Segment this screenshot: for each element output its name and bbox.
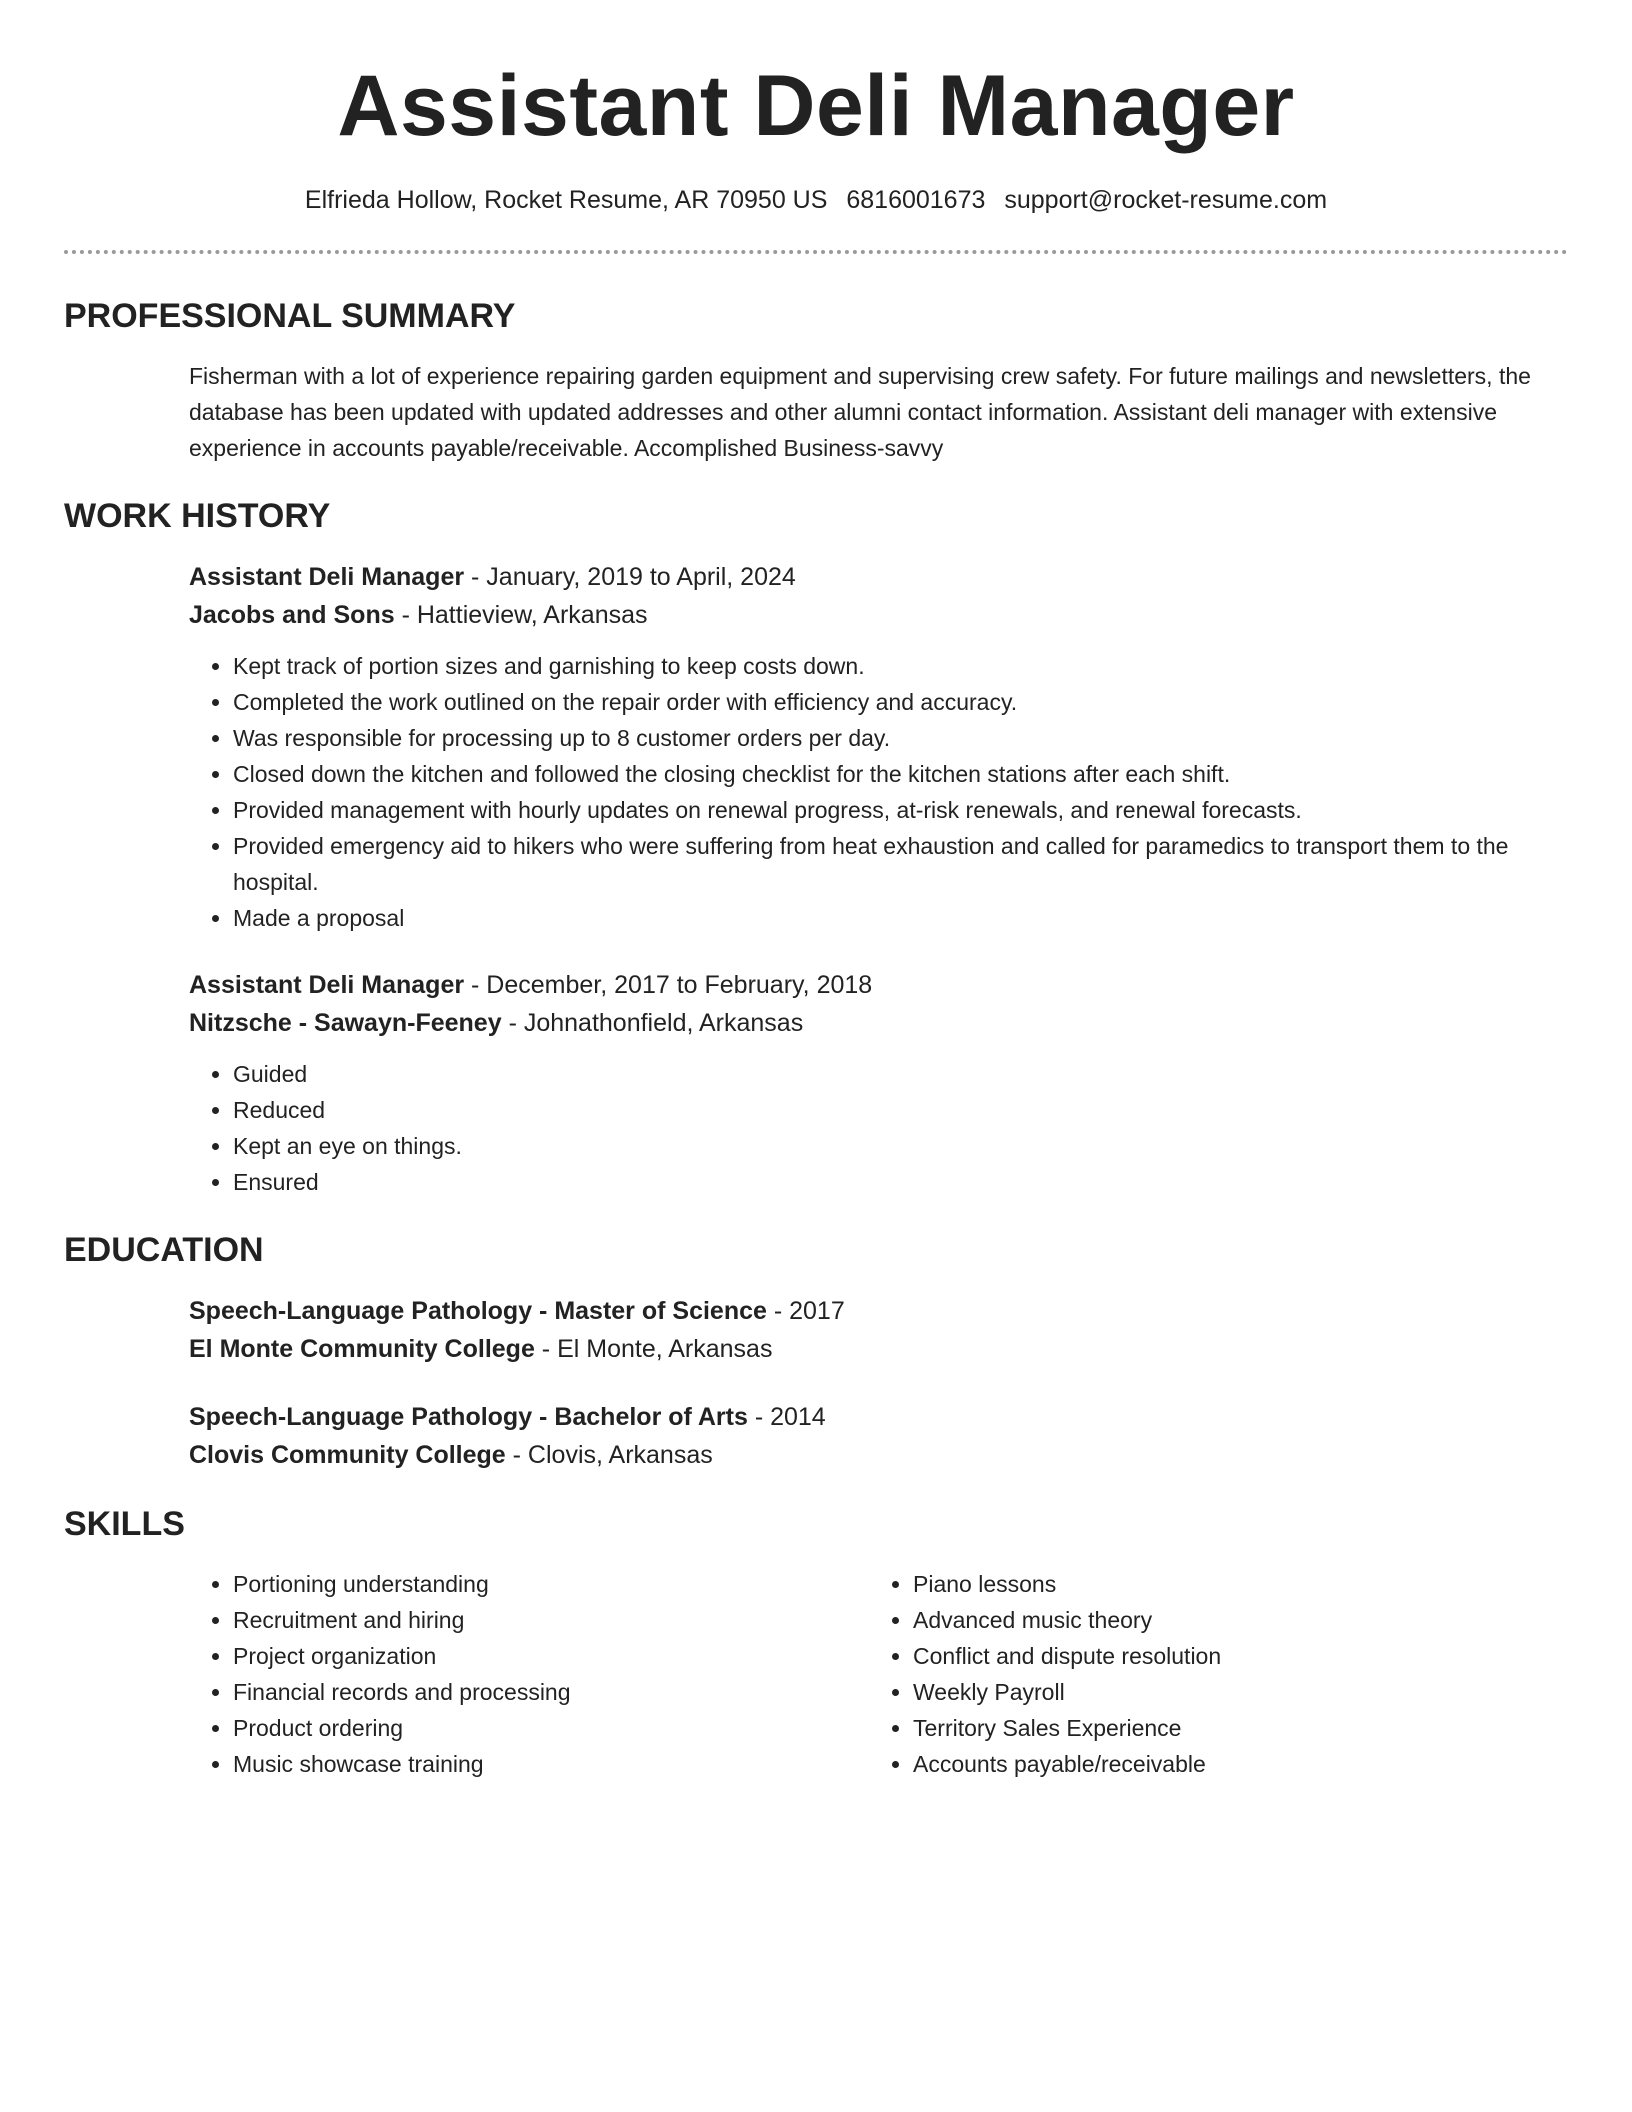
education-school: El Monte Community College — [189, 1335, 535, 1363]
job-location: - Johnathonfield, Arkansas — [501, 1009, 804, 1037]
work-history-heading: WORK HISTORY — [64, 497, 331, 535]
education-heading: EDUCATION — [64, 1231, 264, 1269]
skill-item: • Piano lessons — [913, 1566, 1549, 1602]
contact-address: Elfrieda Hollow, Rocket Resume, AR 70950 US — [304, 186, 828, 214]
job-role: Assistant Deli Manager — [189, 563, 465, 591]
job-role: Assistant Deli Manager — [189, 971, 465, 999]
job-company: Jacobs and Sons — [189, 601, 395, 629]
education-year: - 2014 — [747, 1403, 826, 1431]
skill-item: • Weekly Payroll — [913, 1674, 1549, 1710]
education-location: - El Monte, Arkansas — [534, 1335, 773, 1363]
job-bullets — [189, 648, 1568, 936]
job-title-line — [189, 966, 1568, 1004]
education-entry — [189, 1398, 1568, 1474]
skills-heading: SKILLS — [64, 1505, 185, 1543]
skills-body — [189, 1566, 1568, 1782]
education-school-line — [189, 1330, 1568, 1368]
job-bullet: • Provided emergency aid to hikers who were suffering from heat exhaustion and called for paramedics to transport them to the hospital. — [233, 828, 1568, 900]
job-bullet: • Closed down the kitchen and followed the closing checklist for the kitchen stations after each shift. — [233, 756, 1568, 792]
education-year: - 2017 — [766, 1297, 845, 1325]
education-body — [189, 1292, 1568, 1474]
skills-section — [64, 1504, 1568, 1782]
skill-item: • Project organization — [233, 1638, 869, 1674]
job-bullet: • Guided — [233, 1056, 1568, 1092]
summary-body — [189, 358, 1568, 466]
contact-phone: 6816001673 — [846, 186, 986, 214]
work-history-body — [189, 558, 1568, 1200]
skill-item: • Recruitment and hiring — [233, 1602, 869, 1638]
work-history-section — [64, 496, 1568, 1200]
education-degree: Speech-Language Pathology - Master of Science — [189, 1297, 767, 1325]
job-bullet: • Reduced — [233, 1092, 1568, 1128]
job-company-line — [189, 596, 1568, 634]
skill-item: • Portioning understanding — [233, 1566, 869, 1602]
skill-item: • Conflict and dispute resolution — [913, 1638, 1549, 1674]
education-degree-line — [189, 1398, 1568, 1436]
skills-list-right — [869, 1566, 1549, 1782]
contact-email: support@rocket-resume.com — [1004, 186, 1328, 214]
job-company-line — [189, 1004, 1568, 1042]
education-degree: Speech-Language Pathology - Bachelor of Arts — [189, 1403, 748, 1431]
job-entry — [189, 966, 1568, 1200]
candidate-name: Assistant Deli Manager — [337, 58, 1295, 154]
skill-item: • Advanced music theory — [913, 1602, 1549, 1638]
skill-item: • Accounts payable/receivable — [913, 1746, 1549, 1782]
resume-header — [64, 0, 1568, 216]
job-bullet: • Was responsible for processing up to 8 customer orders per day. — [233, 720, 1568, 756]
skill-item: • Product ordering — [233, 1710, 869, 1746]
job-bullet: • Made a proposal — [233, 900, 1568, 936]
education-entry — [189, 1292, 1568, 1368]
job-bullets — [189, 1056, 1568, 1200]
job-bullet: • Kept track of portion sizes and garnishing to keep costs down. — [233, 648, 1568, 684]
job-dates: - January, 2019 to April, 2024 — [464, 563, 796, 591]
skill-item: • Territory Sales Experience — [913, 1710, 1549, 1746]
job-title-line — [189, 558, 1568, 596]
header-divider — [64, 250, 1568, 254]
education-school: Clovis Community College — [189, 1441, 506, 1469]
job-company: Nitzsche - Sawayn-Feeney — [189, 1009, 502, 1037]
education-section — [64, 1230, 1568, 1474]
job-entry — [189, 558, 1568, 936]
education-degree-line — [189, 1292, 1568, 1330]
job-bullet: • Ensured — [233, 1164, 1568, 1200]
job-bullet: • Kept an eye on things. — [233, 1128, 1568, 1164]
contact-line — [64, 184, 1568, 216]
job-bullet: • Provided management with hourly updates on renewal progress, at-risk renewals, and renewal forecasts. — [233, 792, 1568, 828]
summary-text: Fisherman with a lot of experience repairing garden equipment and supervising crew safety. For future mailings and newsletters, the database has been updated with updated addresses and other alumni contact information. Assistant deli manager with extensive experience in accounts payable/receivable. Accomplished Business-savvy — [189, 363, 1531, 461]
job-bullet: • Completed the work outlined on the repair order with efficiency and accuracy. — [233, 684, 1568, 720]
summary-section — [64, 296, 1568, 466]
skills-list-left — [189, 1566, 869, 1782]
skill-item: • Financial records and processing — [233, 1674, 869, 1710]
skill-item: • Music showcase training — [233, 1746, 869, 1782]
job-dates: - December, 2017 to February, 2018 — [464, 971, 873, 999]
summary-heading: PROFESSIONAL SUMMARY — [64, 297, 516, 335]
job-location: - Hattieview, Arkansas — [394, 601, 648, 629]
education-location: - Clovis, Arkansas — [505, 1441, 713, 1469]
education-school-line — [189, 1436, 1568, 1474]
